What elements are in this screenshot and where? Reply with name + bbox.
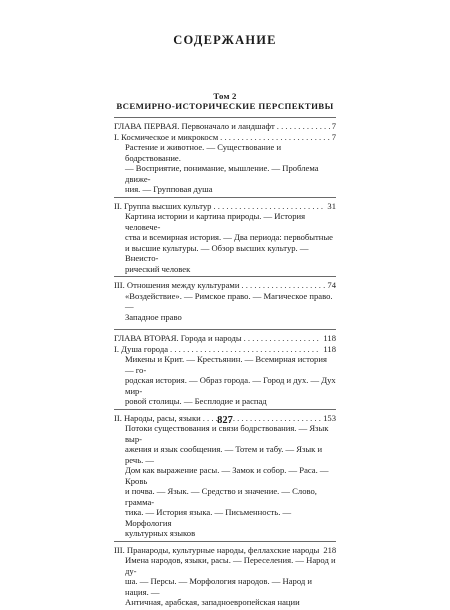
toc-chapter-2[interactable] — [114, 333, 336, 344]
toc-section-1[interactable] — [114, 132, 336, 143]
toc-page-number: 153 — [323, 412, 336, 423]
description-line: Античная, арабская, западноевропейская нации — [125, 597, 300, 607]
description-line: «Воздействие». — Римское право. — Магическое право. — — [125, 290, 333, 311]
description-line: родская история. — Образ города. — Город и дух. — Дух мир- — [125, 375, 336, 396]
toc-page-number: 218 — [323, 544, 337, 555]
description-line: тика. — История языка. — Письменность. — Морфология — [125, 507, 292, 528]
description-line: Дом как выражение расы. — Замок и собор. — Раса. — Кровь — [125, 465, 329, 486]
leader-dots — [170, 344, 321, 355]
description-line: Имена народов, языки, расы. — Переселения. — Народ и ду- — [125, 555, 336, 576]
leader-dots — [277, 121, 330, 132]
toc-page-number: 7 — [331, 121, 336, 131]
description-line: ровой столицы. — Бесплодие и распад — [125, 396, 267, 406]
toc-section-description — [114, 211, 336, 274]
description-line: и высшие культуры. — Обзор высших культур. — Внеисто- — [125, 242, 309, 263]
toc-section-description — [114, 142, 336, 195]
description-line: — Восприятие, понимание, мышление. — Проблема движе- — [125, 163, 319, 184]
toc-chapter-1[interactable] — [114, 121, 336, 132]
toc-section-2[interactable] — [114, 201, 336, 212]
description-line: ажения и язык сообщения. — Тотем и табу. — Язык и речь. — — [125, 444, 323, 465]
toc-page-number: 74 — [327, 280, 336, 290]
description-line: ния. — Групповая душа — [125, 184, 213, 194]
volume-title: ВСЕМИРНО-ИСТОРИЧЕСКИЕ ПЕРСПЕКТИВЫ — [116, 101, 334, 111]
description-line: рический человек — [125, 263, 191, 274]
toc-entry-label: II. Народы, расы, языки — [114, 412, 201, 423]
toc-section-4[interactable] — [114, 344, 336, 355]
toc-page-number: 118 — [323, 343, 336, 354]
toc-entry-label: II. Группа высших культур — [114, 200, 212, 211]
toc-page-number: 31 — [327, 200, 336, 211]
leader-dots — [241, 280, 325, 291]
toc-entry-label: I. Душа города — [114, 343, 169, 354]
toc-entry-label: III. Отношения между культурами — [114, 280, 240, 290]
leader-dots — [213, 201, 325, 212]
toc-entry-label: III. Пранароды, культурные народы, феллахские народы — [114, 544, 320, 555]
toc-section-description — [114, 555, 336, 608]
description-line: Растение и животное. — Существование и бодрствование. — [125, 142, 282, 163]
description-line: Западное право — [125, 311, 182, 322]
description-line: ства и всемирная история. — Два периода: первобытные — [125, 232, 333, 242]
description-line: Микены и Крит. — Крестьянин. — Всемирная история — го- — [125, 354, 327, 375]
toc-entry-label: I. Космическое и микрокосм — [114, 131, 219, 142]
volume-number: Том 2 — [213, 91, 237, 101]
description-line: и почва. — Язык. — Средство и значение. — Слово, грамма- — [125, 486, 317, 507]
leader-dots — [220, 132, 330, 143]
page-number: 827 — [217, 415, 233, 426]
description-line: культурных языков — [125, 528, 196, 538]
toc-section-3[interactable] — [114, 280, 336, 291]
page-title: СОДЕРЖАНИЕ — [173, 33, 277, 47]
toc-page-number: 118 — [323, 333, 336, 343]
toc-section-description — [114, 423, 336, 539]
table-of-contents — [114, 117, 336, 610]
description-line: Потоки существования и связи бодрствования. — Язык выр- — [125, 423, 329, 444]
description-line: ша. — Персы. — Морфология народов. — Народ и нация. — — [125, 576, 313, 597]
toc-section-description — [114, 354, 336, 407]
toc-section-6[interactable] — [114, 545, 336, 556]
toc-entry-label: ГЛАВА ПЕРВАЯ. Первоначало и ландшафт — [114, 121, 275, 131]
toc-section-description — [114, 291, 336, 323]
description-line: Картина истории и картина природы. — История человече- — [125, 211, 306, 232]
leader-dots — [244, 333, 322, 344]
toc-entry-label: ГЛАВА ВТОРАЯ. Города и народы — [114, 333, 242, 343]
toc-page-number: 7 — [331, 131, 336, 142]
